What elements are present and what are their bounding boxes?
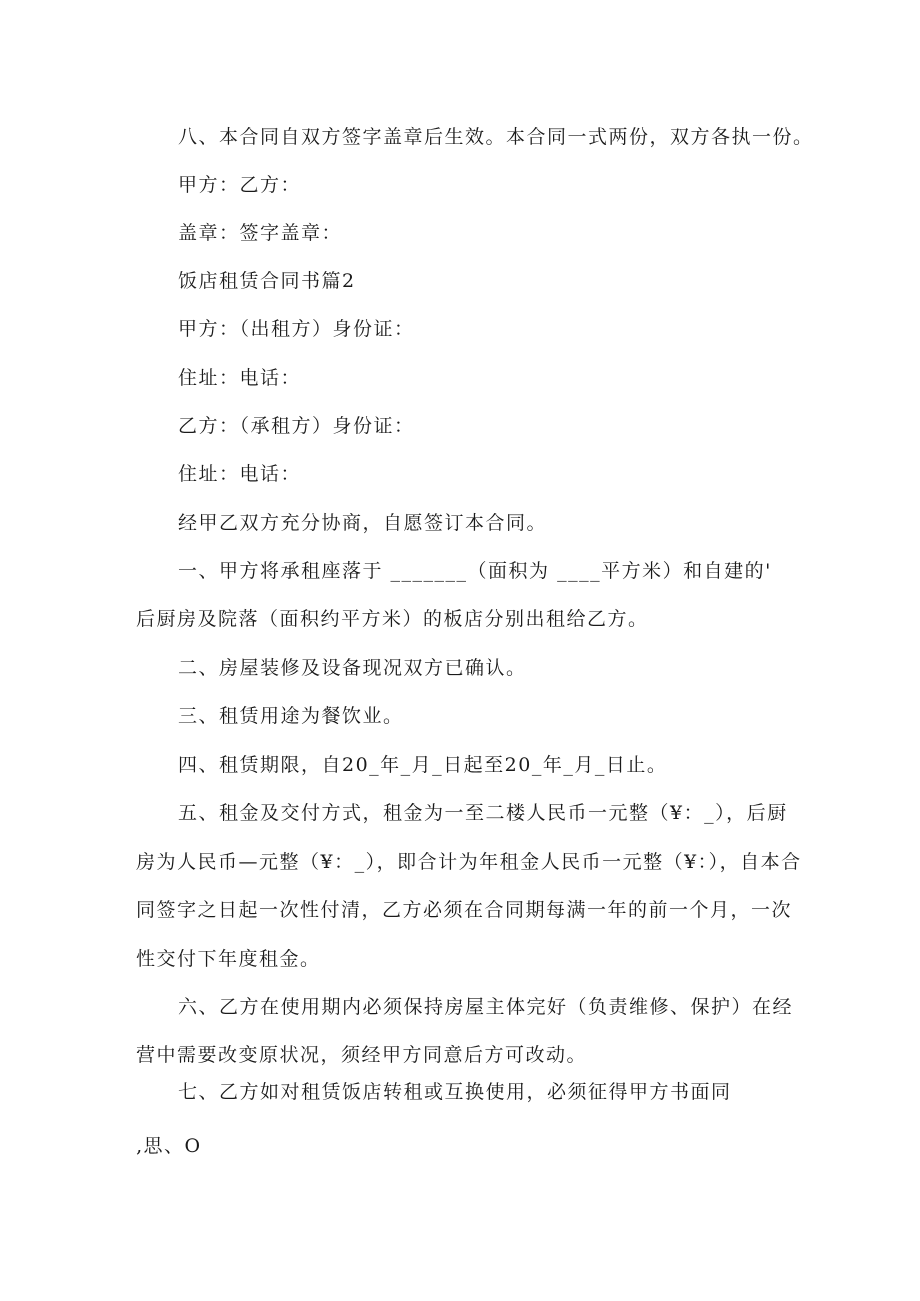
clause-5-line-2: 房为人民币—元整（¥：_），即合计为年租金人民币一元整（¥：），自本合 bbox=[136, 851, 802, 873]
party-a-address: 住址：电话： bbox=[178, 367, 302, 389]
clause-6-line-2: 营中需要改变原状况，须经甲方同意后方可改动。 bbox=[136, 1044, 588, 1066]
agreement-intro: 经甲乙双方充分协商，自愿签订本合同。 bbox=[178, 512, 548, 534]
party-a-line: 甲方：（出租方）身份证： bbox=[178, 318, 415, 340]
party-b-line: 乙方：（承租方）身份证： bbox=[178, 415, 415, 437]
section-title: 饭店租赁合同书篇2 bbox=[178, 270, 356, 292]
clause-1-line-2: 后厨房及院落（面积约平方米）的板店分别出租给乙方。 bbox=[136, 608, 649, 630]
clause-3: 三、租赁用途为餐饮业。 bbox=[178, 705, 404, 727]
clause-8: 八、本合同自双方签字盖章后生效。本合同一式两份，双方各执一份。 bbox=[178, 126, 814, 148]
seal-line: 盖章：签字盖章： bbox=[178, 222, 343, 244]
clause-5-line-3: 同签字之日起一次性付清，乙方必须在合同期每满一年的前一个月，一次 bbox=[136, 899, 793, 921]
party-b-address: 住址：电话： bbox=[178, 463, 302, 485]
clause-1-line-1: 一、甲方将承租座落于 _______（面积为 ____平方米）和自建的' bbox=[178, 560, 772, 582]
clause-6-line-1: 六、乙方在使用期内必须保持房屋主体完好（负责维修、保护）在经 bbox=[178, 996, 794, 1018]
clause-5-line-4: 性交付下年度租金。 bbox=[136, 948, 321, 970]
clause-2: 二、房屋装修及设备现况双方已确认。 bbox=[178, 657, 527, 679]
clause-7-line-2: ‚思、O bbox=[136, 1135, 202, 1157]
clause-5-line-1: 五、租金及交付方式，租金为一至二楼人民币一元整（¥：_），后厨 bbox=[178, 802, 788, 824]
clause-4: 四、租赁期限，自20_年_月_日起至20_年_月_日止。 bbox=[178, 754, 668, 776]
clause-7-line-1: 七、乙方如对租赁饭店转租或互换使用，必须征得甲方书面同 bbox=[178, 1081, 732, 1103]
party-line: 甲方：乙方： bbox=[178, 174, 302, 196]
